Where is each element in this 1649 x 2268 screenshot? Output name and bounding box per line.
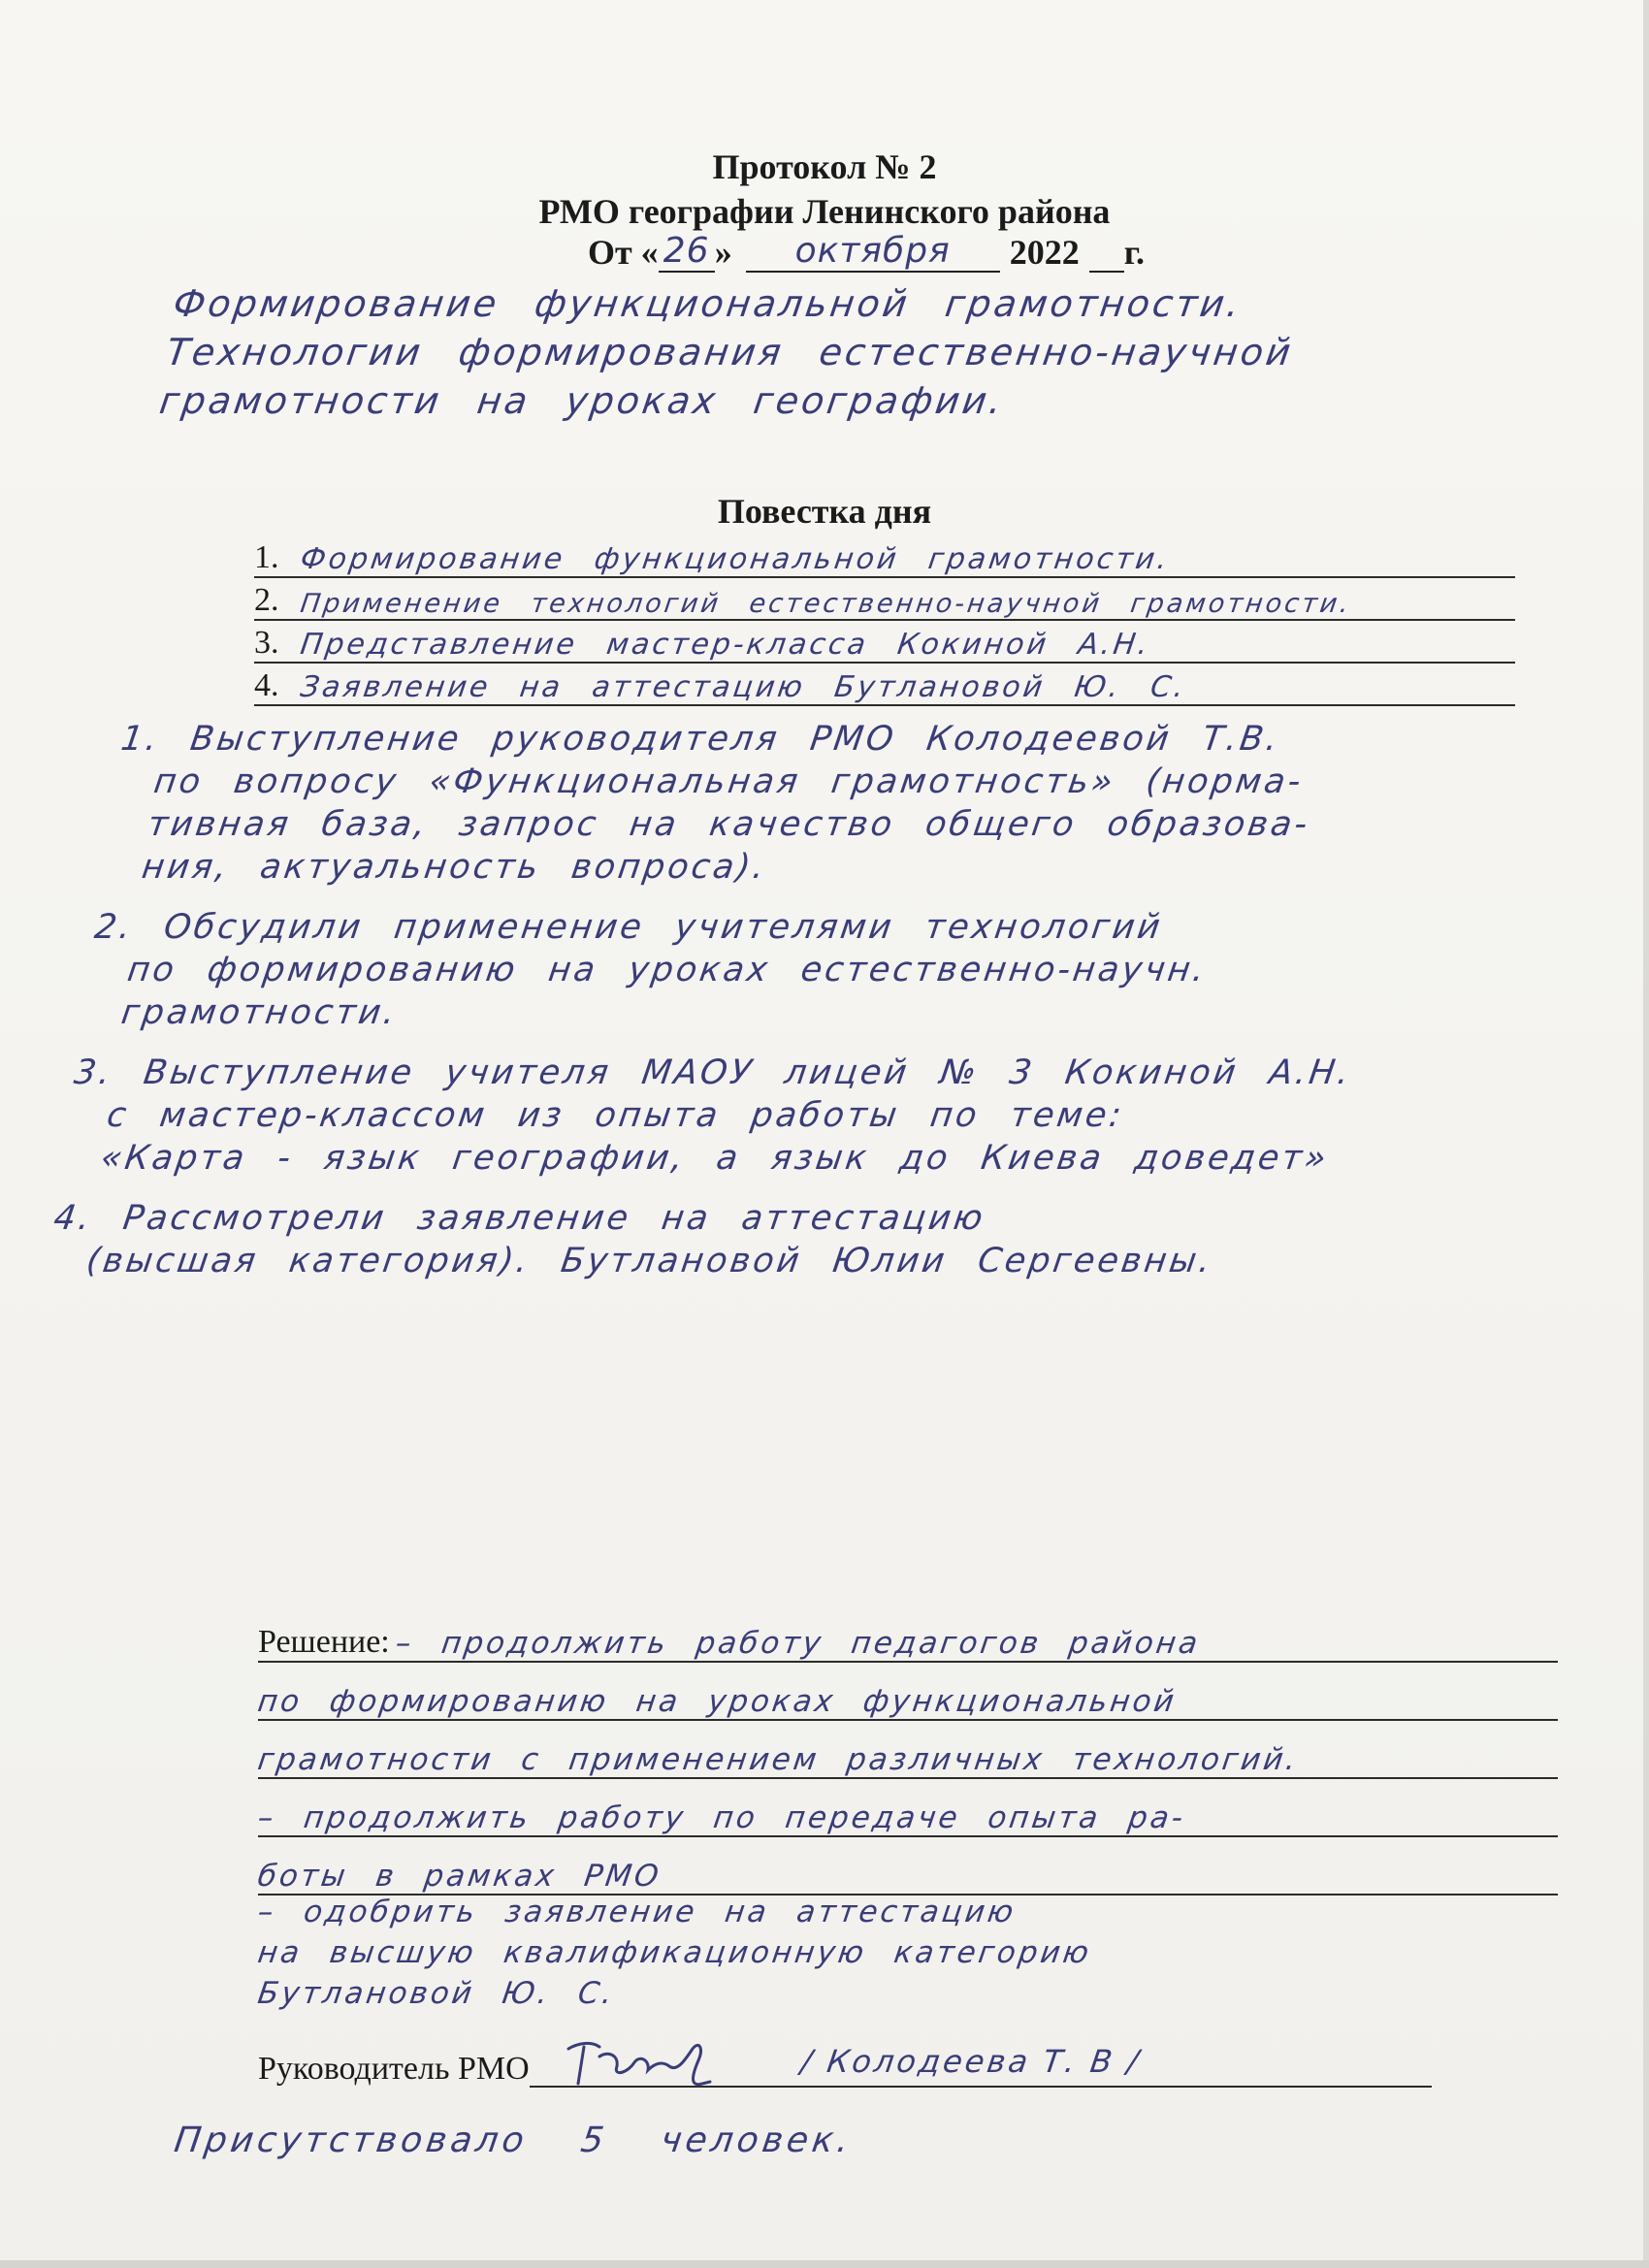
topic-line: грамотности на уроках географии. — [156, 379, 1008, 422]
page-bottom-edge — [0, 2260, 1649, 2268]
agenda-item — [254, 578, 1515, 621]
agenda-item — [254, 664, 1515, 706]
signature-line — [530, 2027, 1432, 2088]
minutes-line: с мастер-классом из опыта работы по теме: — [104, 1096, 1127, 1135]
minutes-line: «Карта - язык географии, а язык до Киева доведет» — [98, 1139, 1332, 1178]
decision-label: Решение: — [258, 1624, 390, 1660]
date-prefix: От « — [588, 233, 659, 272]
agenda-list — [254, 535, 1515, 706]
decision-row — [255, 1837, 1558, 1895]
minutes-line: 1. Выступление руководителя РМО Колодеевой Т.В. — [118, 720, 1283, 759]
protocol-title: Протокол № 2 — [712, 147, 937, 186]
minutes-line: по формированию на уроках естественно-научн. — [124, 951, 1210, 989]
decision-extra-line: на высшую квалификационную категорию — [255, 1935, 1094, 1970]
agenda-item-number: 2. — [254, 582, 279, 618]
meeting-topic — [156, 279, 1622, 425]
date-year-blank — [1089, 271, 1124, 273]
agenda-item-text: Представление мастер-класса Кокиной А.Н. — [298, 628, 1153, 662]
date-day: 26 — [659, 231, 715, 273]
minutes-line: грамотности. — [118, 993, 401, 1032]
agenda-item-text: Заявление на аттестацию Бутлановой Ю. С. — [298, 670, 1189, 704]
minutes-item — [80, 906, 1631, 1034]
organization-name: РМО географии Ленинского района — [538, 192, 1111, 231]
decision-line: грамотности с применением различных технологий. — [255, 1742, 1302, 1777]
agenda-item-number: 4. — [254, 667, 279, 703]
agenda-item — [254, 535, 1515, 578]
decision-row — [258, 1604, 1558, 1663]
decision-extra-line: – одобрить заявление на аттестацию — [255, 1895, 1018, 1929]
minutes-line: 3. Выступление учителя МАОУ лицей № 3 Кокиной А.Н. — [71, 1053, 1354, 1092]
minutes-line: 4. Рассмотрели заявление на аттестацию — [50, 1199, 988, 1238]
decision-extra — [255, 1892, 1558, 2014]
topic-line: Технологии формирования естественно-научной — [163, 331, 1297, 373]
decision-line: по формированию на уроках функциональной — [255, 1684, 1180, 1719]
minutes-line: (высшая категория). Бутлановой Юлии Сергеевны. — [83, 1242, 1216, 1280]
decision-row — [255, 1779, 1558, 1837]
topic-line: Формирование функциональной грамотности. — [170, 282, 1245, 325]
protocol-date — [588, 231, 1145, 273]
decision-extra-line: Бутлановой Ю. С. — [255, 1976, 618, 2011]
minutes-line: тивная база, запрос на качество общего образова- — [145, 805, 1312, 844]
agenda-item-text: Формирование функциональной грамотности. — [298, 542, 1173, 576]
minutes-line: по вопросу «Функциональная грамотность» (норма- — [151, 762, 1307, 801]
minutes-line: ния, актуальность вопроса). — [139, 848, 770, 887]
date-mid: » — [714, 233, 732, 272]
meeting-minutes — [43, 718, 1649, 1300]
decision-row — [255, 1663, 1558, 1721]
decision-row — [255, 1721, 1558, 1779]
handwritten-signature — [539, 2027, 792, 2095]
minutes-line: 2. Обсудили применение учителями технологий — [91, 908, 1166, 947]
decision-line: – продолжить работу педагогов района — [393, 1626, 1203, 1661]
agenda-item-text: Применение технологий естественно-научной грамотности. — [298, 589, 1354, 619]
decision-line: – продолжить работу по передаче опыта ра- — [255, 1800, 1188, 1835]
minutes-item — [45, 1197, 1589, 1282]
minutes-item — [59, 1052, 1610, 1180]
decision-block — [255, 1604, 1558, 1895]
page-edge — [1643, 0, 1649, 2268]
agenda-item — [254, 621, 1515, 664]
agenda-title: Повестка дня — [717, 492, 932, 531]
attendance-note: Присутствовало 5 человек. — [172, 2121, 856, 2160]
agenda-item-number: 3. — [254, 625, 279, 661]
signature-block — [258, 2027, 1432, 2088]
decision-line: боты в рамках РМО — [255, 1859, 663, 1894]
date-month: октября — [746, 231, 1000, 273]
agenda-item-number: 1. — [254, 539, 279, 575]
date-suffix: г. — [1123, 233, 1145, 272]
signature-label: Руководитель РМО — [258, 2051, 530, 2087]
minutes-item — [100, 718, 1649, 889]
signature-name: / Колодеева Т. В / — [797, 2043, 1144, 2080]
date-year: 2022 — [1009, 233, 1080, 272]
